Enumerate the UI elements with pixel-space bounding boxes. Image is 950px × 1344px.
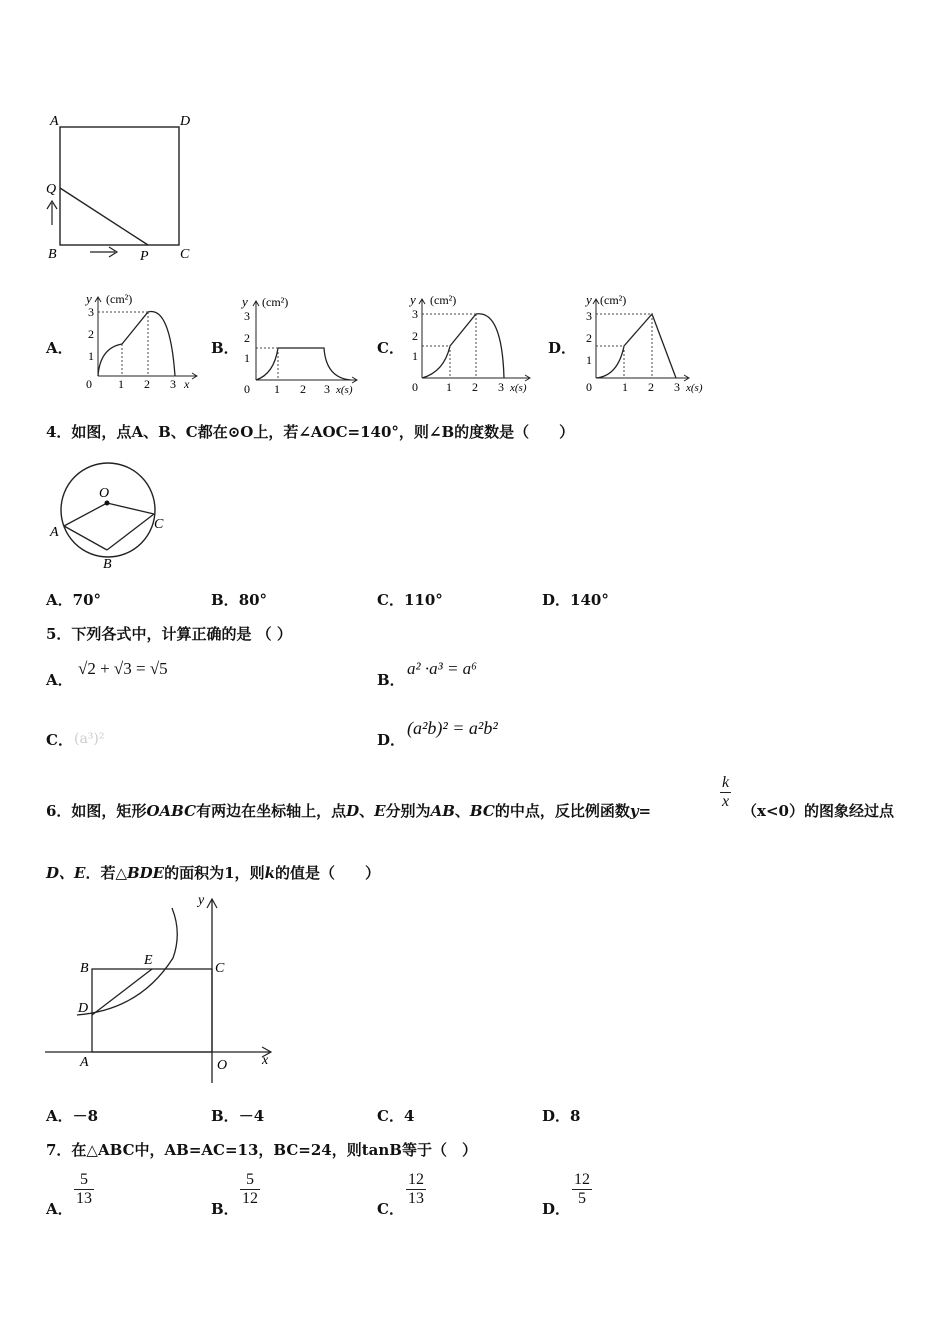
q7-option-c-label[interactable]: C． [377,1200,404,1218]
svg-text:2: 2 [472,380,478,394]
label-B: B [103,557,112,572]
q7-option-c-frac: $\frac{12}{13}$ [408,1171,424,1207]
q3-square-figure [40,105,210,270]
svg-text:2: 2 [244,331,250,345]
svg-text:x(s): x(s) [336,384,353,396]
svg-text:0: 0 [412,380,418,394]
svg-text:3: 3 [88,305,94,319]
label-O: O [217,1058,228,1073]
svg-text:1: 1 [118,377,124,391]
q7-option-d-label[interactable]: D． [542,1200,571,1218]
q4-option-b[interactable]: B．80° [211,591,268,609]
label-C: C [154,517,164,532]
q6-option-d[interactable]: D．8 [542,1107,581,1125]
label-A: A [80,1055,89,1070]
q4-option-a[interactable]: A．70° [46,591,102,609]
label-x: x [262,1053,269,1068]
q6-question-line1-end: （x<0）的图象经过点 [742,802,894,820]
q7-option-b-frac: $\frac{5}{12}$ [242,1171,258,1207]
q3-option-d-label: D． [548,339,577,357]
label-D: D [78,1001,89,1016]
svg-text:2: 2 [586,331,592,345]
svg-text:0: 0 [244,382,250,396]
label-y: y [198,893,205,908]
q3-graph-d [578,288,718,398]
svg-text:(cm²): (cm²) [262,295,289,309]
q5-option-a-expr: √2 + √3 = √5 [78,659,168,678]
q5-option-c-expr: (a³)² [74,731,105,747]
svg-text:y: y [86,291,92,306]
svg-text:(cm²): (cm²) [106,292,133,306]
q6-option-b[interactable]: B．－4 [211,1107,265,1125]
svg-text:2: 2 [412,329,418,343]
q5-option-c-label[interactable]: C． [46,731,73,749]
q6-option-c[interactable]: C．4 [377,1107,415,1125]
q7-option-d-frac: $\frac{12}{5}$ [574,1171,590,1207]
q7-option-a-frac: $\frac{5}{13}$ [76,1171,92,1207]
svg-text:1: 1 [244,351,250,365]
svg-text:1: 1 [622,380,628,394]
svg-text:x(s): x(s) [510,382,527,394]
svg-text:1: 1 [586,353,592,367]
label-C: C [215,961,225,976]
q6-frac-k-over-x: $\frac{k}{x}$ [722,774,730,810]
label-A: A [50,114,59,129]
svg-text:3: 3 [674,380,680,394]
svg-text:(cm²): (cm²) [430,293,457,307]
q4-option-c[interactable]: C．110° [377,591,443,609]
label-Q: Q [46,182,57,197]
q5-option-a-label[interactable]: A． [46,671,73,689]
q4-option-d[interactable]: D．140° [542,591,609,609]
q3-option-b-label: B． [211,339,239,357]
q4-circle-figure [44,450,179,575]
svg-text:y: y [586,292,592,307]
svg-text:3: 3 [498,380,504,394]
q5-option-d-label[interactable]: D． [377,731,406,749]
label-B: B [48,247,57,262]
q4-question: 4．如图，点A、B、C都在⊙O上，若∠AOC=140°，则∠B的度数是（ ） [46,423,575,441]
q6-option-a[interactable]: A．－8 [46,1107,99,1125]
q7-question: 7．在△ABC中，AB=AC=13，BC=24，则tanB等于（ ） [46,1141,477,1159]
svg-text:2: 2 [144,377,150,391]
q6-graph-figure [40,888,280,1088]
q5-option-b-expr: a² ·a³ = a⁶ [407,659,478,678]
svg-text:3: 3 [324,382,330,396]
q5-question: 5．下列各式中，计算正确的是 （ ） [46,625,292,643]
q3-graph-a [78,288,203,398]
q5-option-b-label[interactable]: B． [377,671,405,689]
label-D: D [180,114,191,129]
svg-text:3: 3 [244,309,250,323]
svg-text:3: 3 [586,309,592,323]
svg-text:2: 2 [648,380,654,394]
svg-text:3: 3 [412,307,418,321]
q3-option-a-label: A． [46,339,73,357]
svg-text:(cm²): (cm²) [600,293,627,307]
label-P: P [140,249,149,264]
svg-text:1: 1 [88,349,94,363]
svg-text:1: 1 [446,380,452,394]
svg-text:3: 3 [170,377,176,391]
svg-text:0: 0 [586,380,592,394]
label-C: C [180,247,190,262]
q6-question-line2: D、E．若△BDE的面积为1，则k的值是（ ） [46,864,380,882]
label-A: A [50,525,59,540]
svg-text:1: 1 [412,349,418,363]
svg-text:2: 2 [88,327,94,341]
q3-graph-b [236,290,366,400]
q3-graph-c [404,288,539,398]
svg-text:x(s): x(s) [686,382,703,394]
q3-option-c-label: C． [377,339,404,357]
q7-option-a-label[interactable]: A． [46,1200,73,1218]
q5-option-d-expr: (a²b)² = a²b² [407,718,498,738]
q6-question-line1: 6．如图，矩形OABC有两边在坐标轴上，点D、E分别为AB、BC的中点，反比例函数y= [46,802,652,820]
q7-option-b-label[interactable]: B． [211,1200,239,1218]
label-E: E [144,953,153,968]
svg-text:0: 0 [86,377,92,391]
svg-text:2: 2 [300,382,306,396]
label-B: B [80,961,89,976]
svg-text:y: y [242,294,248,309]
svg-text:x: x [184,377,190,391]
label-O: O [99,486,110,501]
svg-text:1: 1 [274,382,280,396]
svg-text:y: y [410,292,416,307]
